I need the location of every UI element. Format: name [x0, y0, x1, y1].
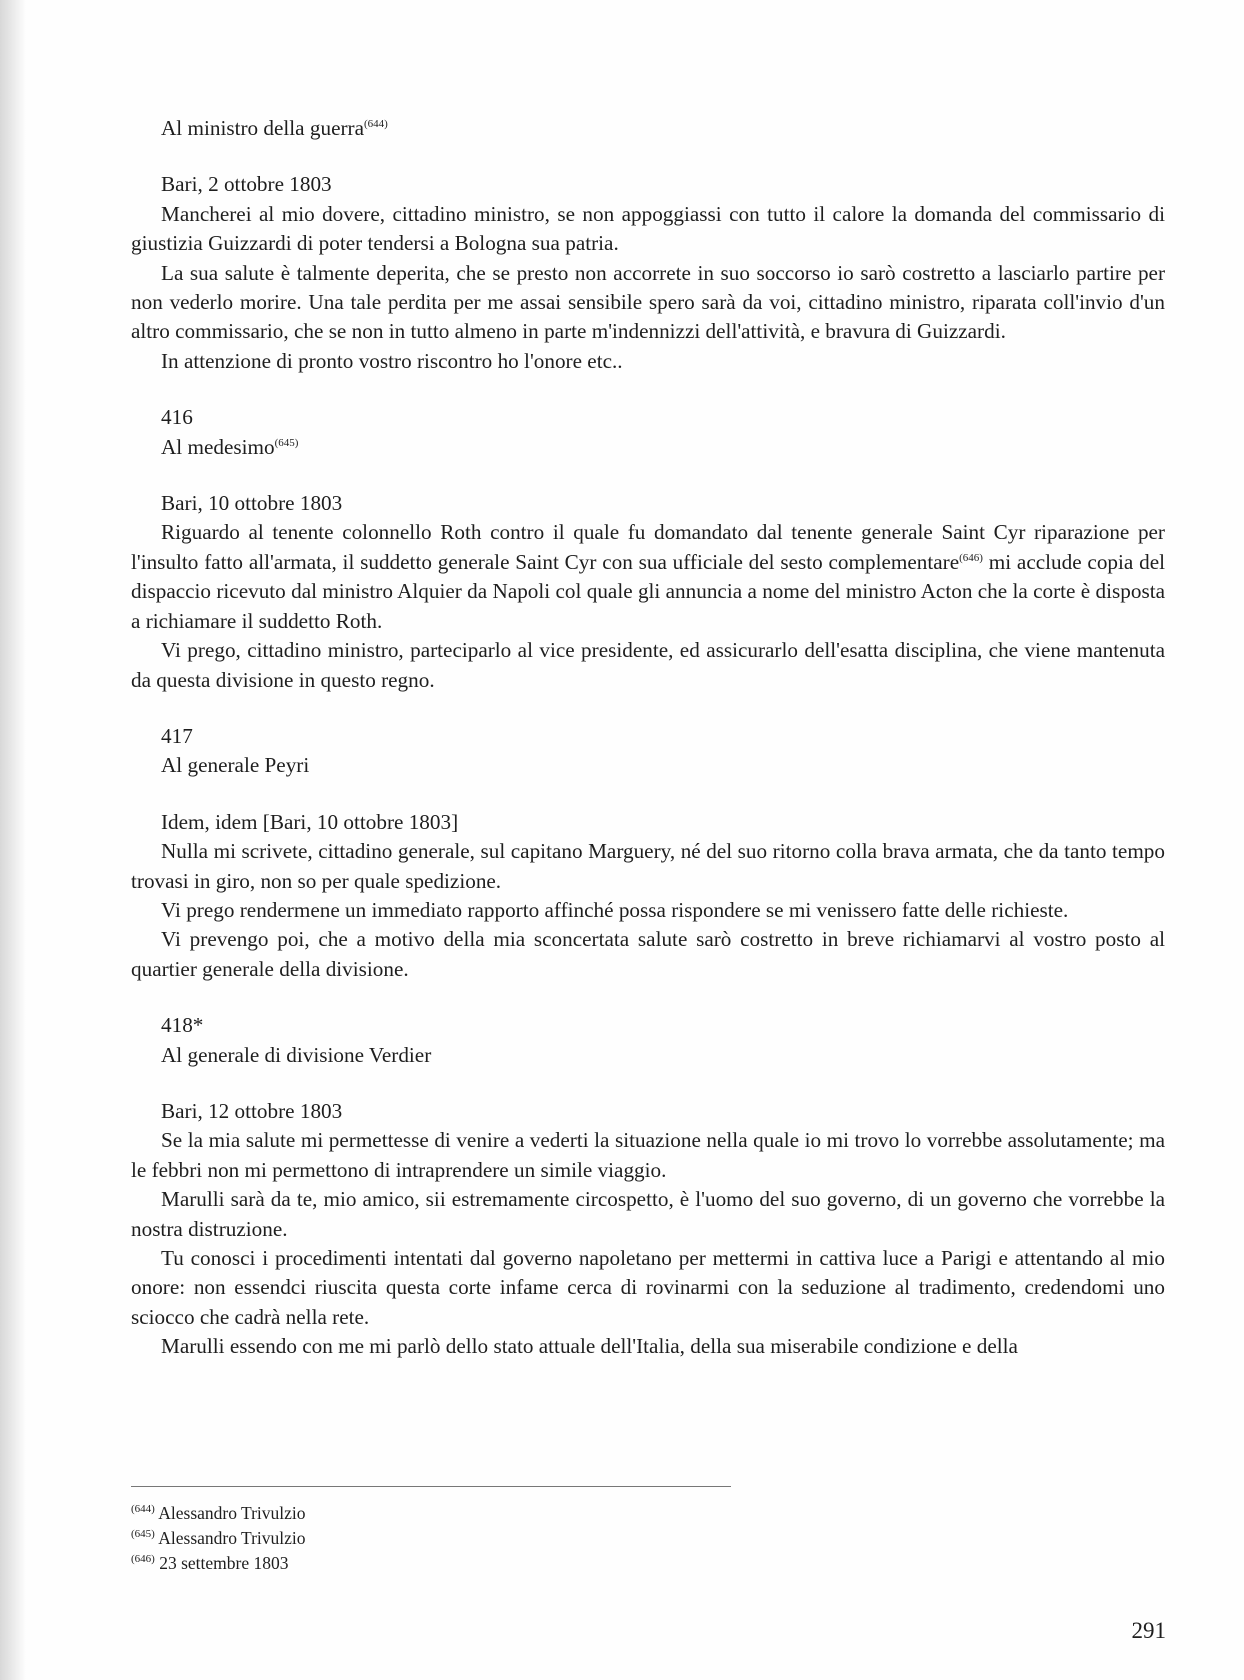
letter-paragraph: Vi prego, cittadino ministro, parteciparlo al vice presidente, ed assicurarlo dell'esatta disciplina, che viene mantenuta da questa divisione in questo regno.	[131, 638, 1165, 692]
footnote-ref: (645)	[274, 436, 299, 449]
letter-date: Bari, 2 ottobre 1803	[161, 172, 332, 197]
letter-recipient: Al generale Peyri	[161, 753, 310, 778]
letter-paragraph: Nulla mi scrivete, cittadino generale, sul capitano Marguery, né del suo ritorno colla brava armata, che da tanto tempo trovasi in giro, non so per quale spedizione.	[131, 839, 1165, 893]
letter-number: 417	[161, 723, 193, 748]
letter-paragraph: Tu conosci i procedimenti intentati dal governo napoletano per mettermi in cattiva luce a Parigi e attentando al mio onore: non essendci riuscita questa corte infame cerca di rovinarmi con la seduzione al tradimento, credendomi uno sciocco che cadrà nella rete.	[131, 1246, 1165, 1329]
letter-recipient: Al generale di divisione Verdier	[161, 1042, 432, 1067]
page-number: 291	[1131, 1618, 1166, 1643]
letter-date: Idem, idem [Bari, 10 ottobre 1803]	[161, 809, 459, 834]
letter-paragraph: Vi prevengo poi, che a motivo della mia sconcertata salute sarò costretto in breve richiamarvi al vostro posto al quartier generale della divisione.	[131, 927, 1165, 981]
letter-date: Bari, 12 ottobre 1803	[161, 1098, 343, 1123]
letter-date: Bari, 10 ottobre 1803	[161, 491, 343, 516]
footnote: $^{(645)}$ Alessandro Trivulzio	[131, 1528, 306, 1548]
footnote: $^{(644)}$ Alessandro Trivulzio	[131, 1503, 306, 1523]
letter-number: 418*	[161, 1013, 204, 1038]
letter-paragraph: Vi prego rendermene un immediato rapporto affinché possa rispondere se mi venissero fatte delle richieste.	[161, 897, 1069, 922]
letter-recipient: Al ministro della guerra$^{(644)}$	[161, 116, 388, 140]
footnote-ref: (644)	[364, 117, 388, 130]
letter-paragraph: La sua salute è talmente deperita, che se presto non accorrete in suo soccorso io sarò costretto a lasciarlo partire per non vederlo morire. Una tale perdita per me assai sensibile spero sarà da voi, cittadino ministro, riparata coll'invio d'un altro commissario, che se non in tutto almeno in parte m'indennizzi dell'attività, e bravura di Guizzardi.	[131, 260, 1165, 344]
footnote-ref: (646)	[959, 551, 983, 564]
letter-number: 416	[161, 405, 193, 430]
letter-paragraph: Marulli essendo con me mi parlò dello stato attuale dell'Italia, della sua miserabile condizione e della	[161, 1334, 1018, 1359]
letter-paragraph: In attenzione di pronto vostro riscontro ho l'onore etc..	[161, 348, 623, 373]
footnotes	[131, 1486, 731, 1576]
letter-paragraph: Riguardo al tenente colonnello Roth contro il quale fu domandato dal tenente generale Saint Cyr riparazione per l'insulto fatto all'armata, il suddetto generale Saint Cyr con sua ufficiale del sesto complementare$^{(646)}$ mi acclude copia del dispaccio ricevuto dal ministro Alquier da Napoli col quale gli annuncia a nome del ministro Acton che la corte è disposta a richiamare il suddetto Roth.	[131, 520, 1165, 633]
letter-paragraph: Se la mia salute mi permettesse di venire a vederti la situazione nella quale io mi trovo lo vorrebbe assolutamente; ma le febbri non mi permettono di intraprendere un simile viaggio.	[131, 1128, 1165, 1182]
letter-paragraph: Mancherei al mio dovere, cittadino ministro, se non appoggiassi con tutto il calore la domanda del commissario di giustizia Guizzardi di poter tendersi a Bologna sua patria.	[131, 201, 1165, 256]
footnote: $^{(646)}$ 23 settembre 1803	[131, 1553, 289, 1573]
main-text	[131, 114, 1165, 1362]
letter-paragraph: Marulli sarà da te, mio amico, sii estremamente circospetto, è l'uomo del suo governo, di un governo che vorrebbe la nostra distruzione.	[131, 1187, 1165, 1241]
book-gutter-shadow	[0, 0, 26, 1680]
letter-recipient: Al medesimo$^{(645)}$	[161, 434, 299, 459]
